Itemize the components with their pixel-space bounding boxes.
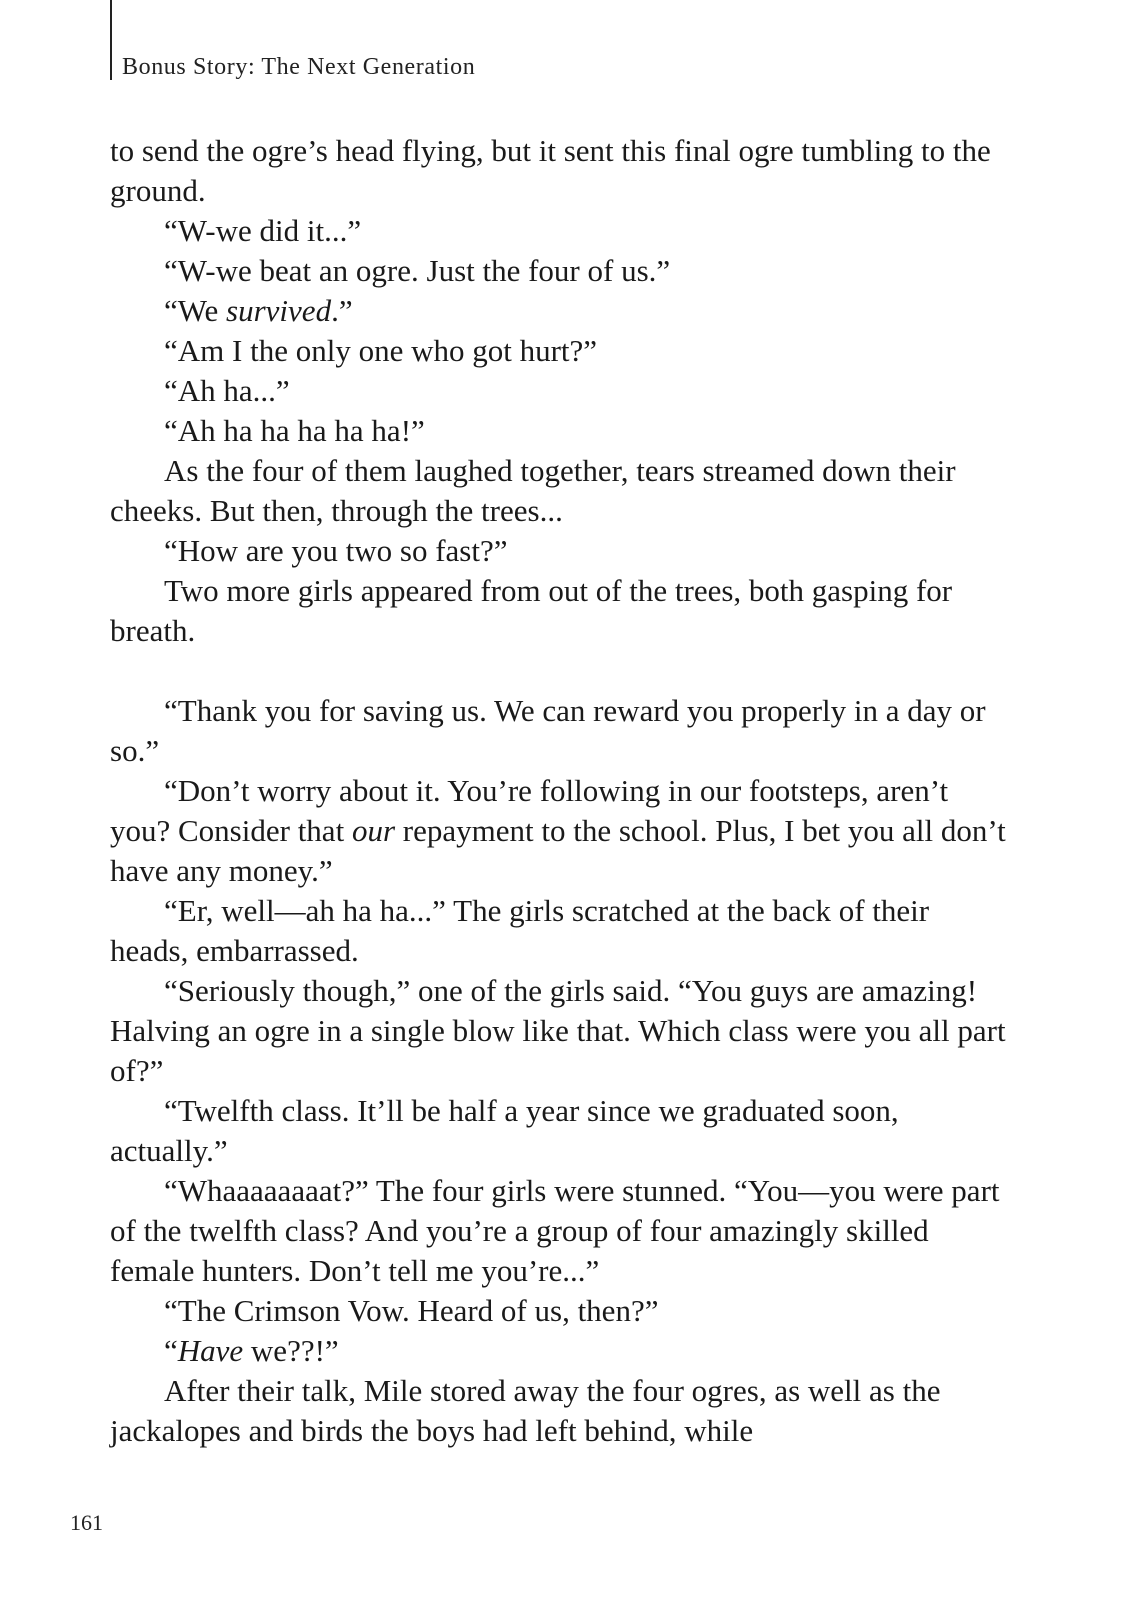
page-number: 161 [70,1510,103,1535]
paragraph: “W-we beat an ogre. Just the four of us.” [164,253,671,288]
paragraph: “The Crimson Vow. Heard of us, then?” [164,1293,659,1328]
paragraph: “How are you two so fast?” [164,533,508,568]
paragraph: to send the ogre’s head flying, but it sent this final ogre tumbling to the ground. [110,133,991,208]
text-run: we??!” [243,1333,339,1368]
paragraph: “Ah ha...” [164,373,290,408]
paragraph: “Twelfth class. It’ll be half a year since we graduated soon, actually.” [110,1093,899,1168]
text-run: “Don’t worry about it. You’re following in our footsteps, aren’t you? Consider that [110,773,949,848]
scene-break [110,651,1010,691]
paragraph: “Er, well—ah ha ha...” The girls scratched at the back of their heads, embarrassed. [110,893,930,968]
emphasis: our [351,813,396,848]
paragraph: “Am I the only one who got hurt?” [164,333,598,368]
paragraph: “Whaaaaaaaat?” The four girls were stunned. “You—you were part of the twelfth class? And you’re a group of four amazingly skilled female hunters. Don’t tell me you’re...” [110,1173,1000,1288]
body-text [110,131,1010,1451]
text-run: “ [164,1333,178,1368]
paragraph: Two more girls appeared from out of the trees, both gasping for breath. [110,573,953,648]
paragraph: “Ah ha ha ha ha ha!” [164,413,425,448]
paragraph: “Seriously though,” one of the girls said. “You guys are amazing! Halving an ogre in a single blow like that. Which class were you all part of?” [110,973,1006,1088]
paragraph: After their talk, Mile stored away the four ogres, as well as the jackalopes and birds the boys had left behind, while [110,1373,941,1448]
paragraph: “W-we did it...” [164,213,362,248]
paragraph [110,1331,1010,1371]
text-run: “We [164,293,227,328]
text-run: .” [331,293,353,328]
emphasis: survived [226,293,332,328]
header-rule [110,0,112,80]
running-head: Bonus Story: The Next Generation [122,54,476,80]
paragraph [110,771,1010,891]
paragraph [110,291,1010,331]
paragraph: As the four of them laughed together, tears streamed down their cheeks. But then, through the trees... [110,453,956,528]
emphasis: Have [177,1333,244,1368]
paragraph: “Thank you for saving us. We can reward you properly in a day or so.” [110,693,986,768]
text-run: repayment to the school. Plus, I bet you all don’t have any money.” [110,813,1006,888]
